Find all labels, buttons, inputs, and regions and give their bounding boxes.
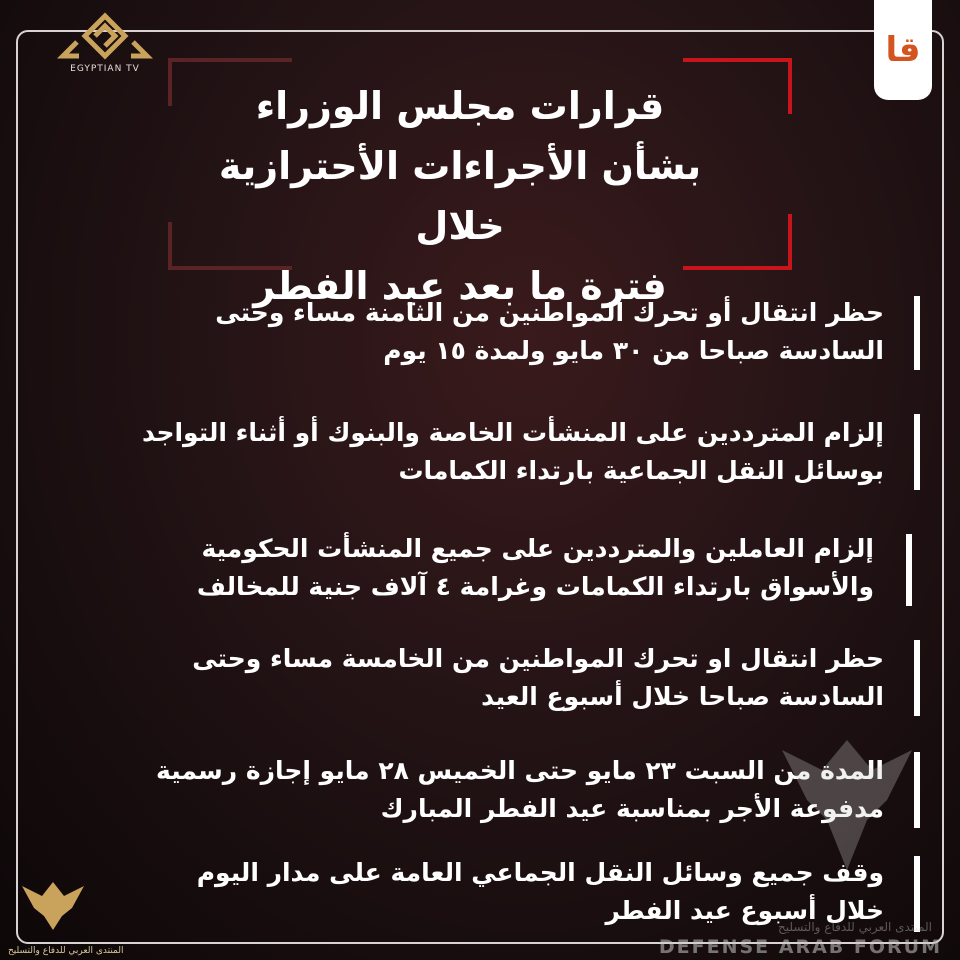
forum-badge-logo: [8, 876, 124, 956]
decision-1-line-1: حظر انتقال أو تحرك المواطنين من الثامنة مساء وحتى: [215, 298, 884, 327]
decision-3-line-2: والأسواق بارتداء الكمامات وغرامة ٤ آلاف جنية للمخالف: [196, 572, 874, 601]
decision-item-2: [42, 414, 912, 490]
egyptian-tv-caption: EGYPTIAN TV: [70, 64, 140, 74]
decision-4-line-2: السادسة صباحا خلال أسبوع العيد: [481, 682, 884, 711]
decision-item-1: [42, 294, 912, 370]
decision-5-line-2: مدفوعة الأجر بمناسبة عيد الفطر المبارك: [380, 794, 884, 823]
decision-item-4: [42, 640, 912, 716]
decision-bar-3: [906, 534, 912, 606]
badge-arabic-text: المنتدى العربي للدفاع والتسليح: [8, 946, 124, 956]
watermark-arabic-text: المنتدى العربي للدفاع والتسليح: [778, 920, 932, 934]
decision-6-line-1: وقف جميع وسائل النقل الجماعي العامة على مدار اليوم: [196, 858, 884, 887]
decision-2-line-2: بوسائل النقل الجماعية بارتداء الكمامات: [398, 456, 884, 485]
defense-arab-forum-watermark: [658, 720, 952, 960]
decision-3-line-1: إلزام العاملين والمترددين على جميع المنشأت الحكومية: [201, 534, 874, 563]
title-line-2: بشأن الأجراءات الأحترازية خلال: [218, 144, 702, 248]
q-logo-text: قا: [885, 30, 921, 70]
decision-5-line-1: المدة من السبت ٢٣ مايو حتى الخميس ٢٨ مايو إجازة رسمية: [156, 756, 884, 785]
title-line-1: قرارات مجلس الوزراء: [255, 84, 665, 128]
decision-6-line-2: خلال أسبوع عيد الفطر: [605, 896, 884, 925]
decision-2-line-1: إلزام المترددين على المنشأت الخاصة والبنوك أو أثناء التواجد: [142, 418, 884, 447]
decision-1-line-2: السادسة صباحا من ٣٠ مايو ولمدة ١٥ يوم: [383, 336, 884, 365]
title-line-3: فترة ما بعد عيد الفطر: [253, 264, 667, 308]
decision-item-3: [32, 530, 902, 606]
eagle-badge-icon: [18, 876, 88, 932]
decision-4-line-1: حظر انتقال او تحرك المواطنين من الخامسة مساء وحتى: [192, 644, 884, 673]
watermark-text: DEFENSE ARAB FORUM: [658, 936, 942, 958]
eagle-watermark-icon: [772, 730, 922, 880]
decision-bar-1: [914, 296, 920, 370]
decision-bar-4: [914, 640, 920, 716]
decision-bar-2: [914, 414, 920, 490]
